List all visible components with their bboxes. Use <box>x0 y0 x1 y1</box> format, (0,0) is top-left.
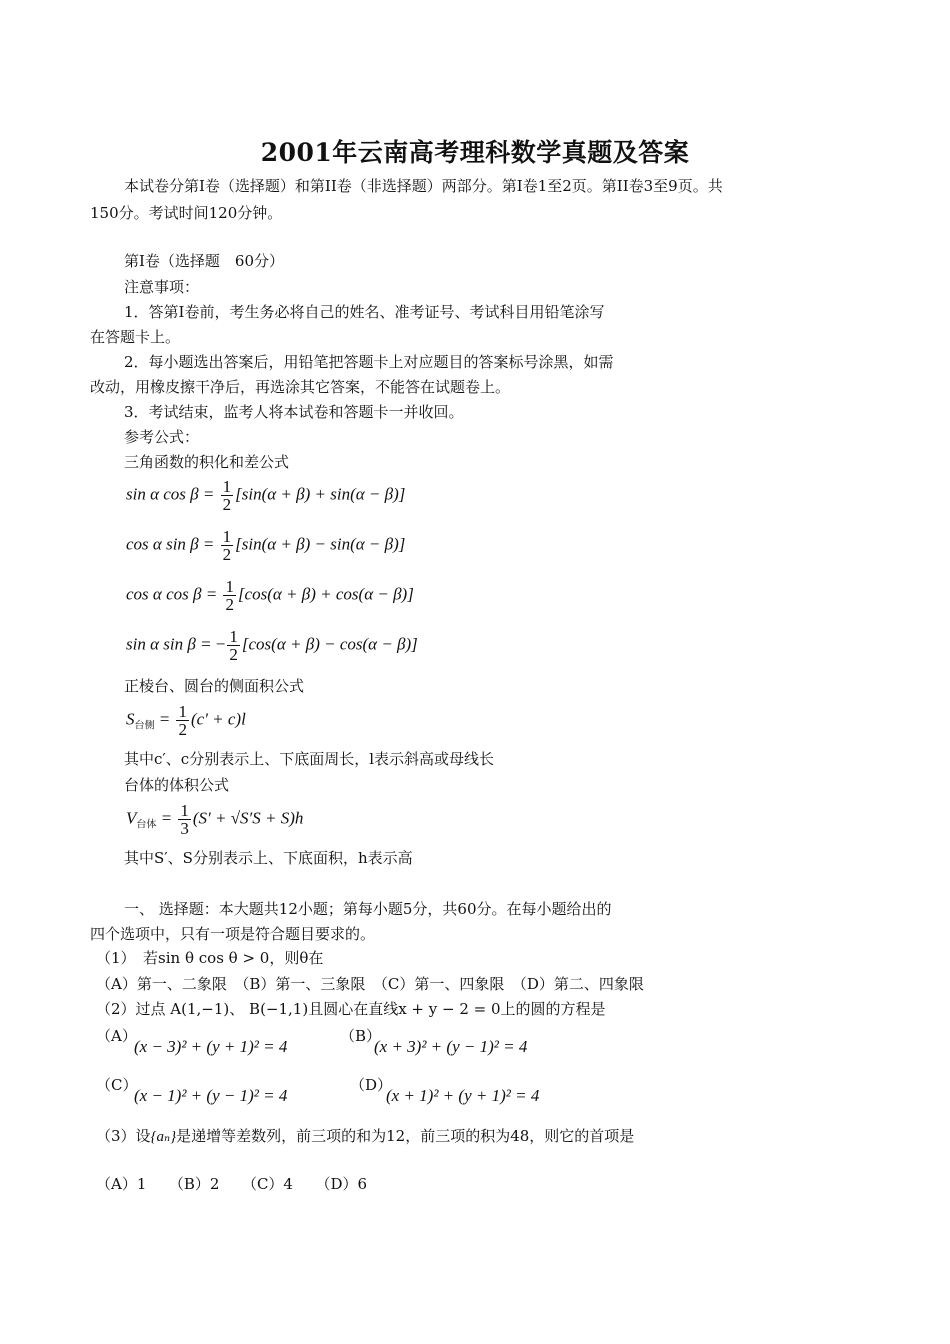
trig-formula-4: sin α sin β = − $\frac{1}{2}$ [cos(α + β) − cos(α − β)] <box>126 627 418 664</box>
note-line-5: 3．考试结束，监考人将本试卷和答题卡一并收回。 <box>124 403 464 421</box>
q2-option-d-label: （D） <box>350 1076 393 1094</box>
note-line-3: 2．每小题选出答案后，用铅笔把答题卡上对应题目的答案标号涂黑，如需 <box>124 353 614 371</box>
frustum-area-formula: $S_{台侧}$ = $\frac{1}{2}$ (c′ + c)l <box>126 702 246 739</box>
q2-option-c-label: （C） <box>96 1076 138 1094</box>
section1-line-2: 四个选项中，只有一项是符合题目要求的。 <box>90 925 376 943</box>
frustum-volume-note: 其中S′、S分别表示上、下底面积，h表示高 <box>124 849 413 867</box>
trig-heading: 三角函数的积化和差公式 <box>124 453 290 471</box>
trig-formula-1: sin α cos β = $\frac{1}{2}$ [sin(α + β) + sin(α − β)] <box>126 477 406 514</box>
q2-option-a-equation: (x − 3)² + (y + 1)² = 4 <box>134 1037 288 1056</box>
note-line-4: 改动，用橡皮擦干净后，再选涂其它答案，不能答在试题卷上。 <box>90 378 511 396</box>
q2-option-d-equation: (x + 1)² + (y + 1)² = 4 <box>386 1086 540 1105</box>
intro-line-1: 本试卷分第Ⅰ卷（选择题）和第II卷（非选择题）两部分。第Ⅰ卷1至2页。第II卷3至9页。共 <box>124 177 723 195</box>
q3-stem: （3）设{aₙ}是递增等差数列，前三项的和为12，前三项的积为48，则它的首项是 <box>96 1127 635 1145</box>
frustum-volume-formula: $V_{台体}$ = $\frac{1}{3}$ (S′ + √S′S + S)h <box>126 801 304 838</box>
q2-option-a-label: （A） <box>96 1027 137 1045</box>
q2-option-b-label: （B） <box>340 1027 382 1045</box>
q2-option-b-equation: (x + 3)² + (y − 1)² = 4 <box>374 1037 528 1056</box>
ref-heading: 参考公式： <box>124 428 200 446</box>
trig-formula-2: cos α sin β = $\frac{1}{2}$ [sin(α + β) − sin(α − β)] <box>126 527 406 564</box>
section1-line-1: 一、 选择题：本大题共12小题；第每小题5分，共60分。在每小题给出的 <box>124 900 612 918</box>
frustum-area-note: 其中c′、c分别表示上、下底面周长，l表示斜高或母线长 <box>124 750 495 768</box>
frustum-area-heading: 正棱台、圆台的侧面积公式 <box>124 677 305 695</box>
intro-line-2: 150分。考试时间120分钟。 <box>90 204 283 222</box>
q2-stem: （2）过点 A(1,−1)、 B(−1,1)且圆心在直线x + y − 2 = 0上的圆的方程是 <box>96 1000 606 1018</box>
q1-stem: （1） 若sin θ cos θ > 0，则θ在 <box>96 949 324 967</box>
page-title: 2001年云南高考理科数学真题及答案 <box>260 138 690 167</box>
notes-heading: 注意事项： <box>124 278 200 296</box>
note-line-2: 在答题卡上。 <box>90 328 181 346</box>
q2-option-c-equation: (x − 1)² + (y − 1)² = 4 <box>134 1086 288 1105</box>
note-line-1: 1．答第Ⅰ卷前，考生务必将自己的姓名、准考证号、考试科目用铅笔涂写 <box>124 303 605 321</box>
q1-options: （A）第一、二象限 （B）第一、三象限 （C）第一、四象限 （D）第二、四象限 <box>96 975 644 993</box>
trig-formula-3: cos α cos β = $\frac{1}{2}$ [cos(α + β) + cos(α − β)] <box>126 577 414 614</box>
q3-options: （A）1 （B）2 （C）4 （D）6 <box>96 1175 368 1193</box>
part1-heading: 第Ⅰ卷（选择题 60分） <box>124 252 285 270</box>
frustum-volume-heading: 台体的体积公式 <box>124 776 230 794</box>
